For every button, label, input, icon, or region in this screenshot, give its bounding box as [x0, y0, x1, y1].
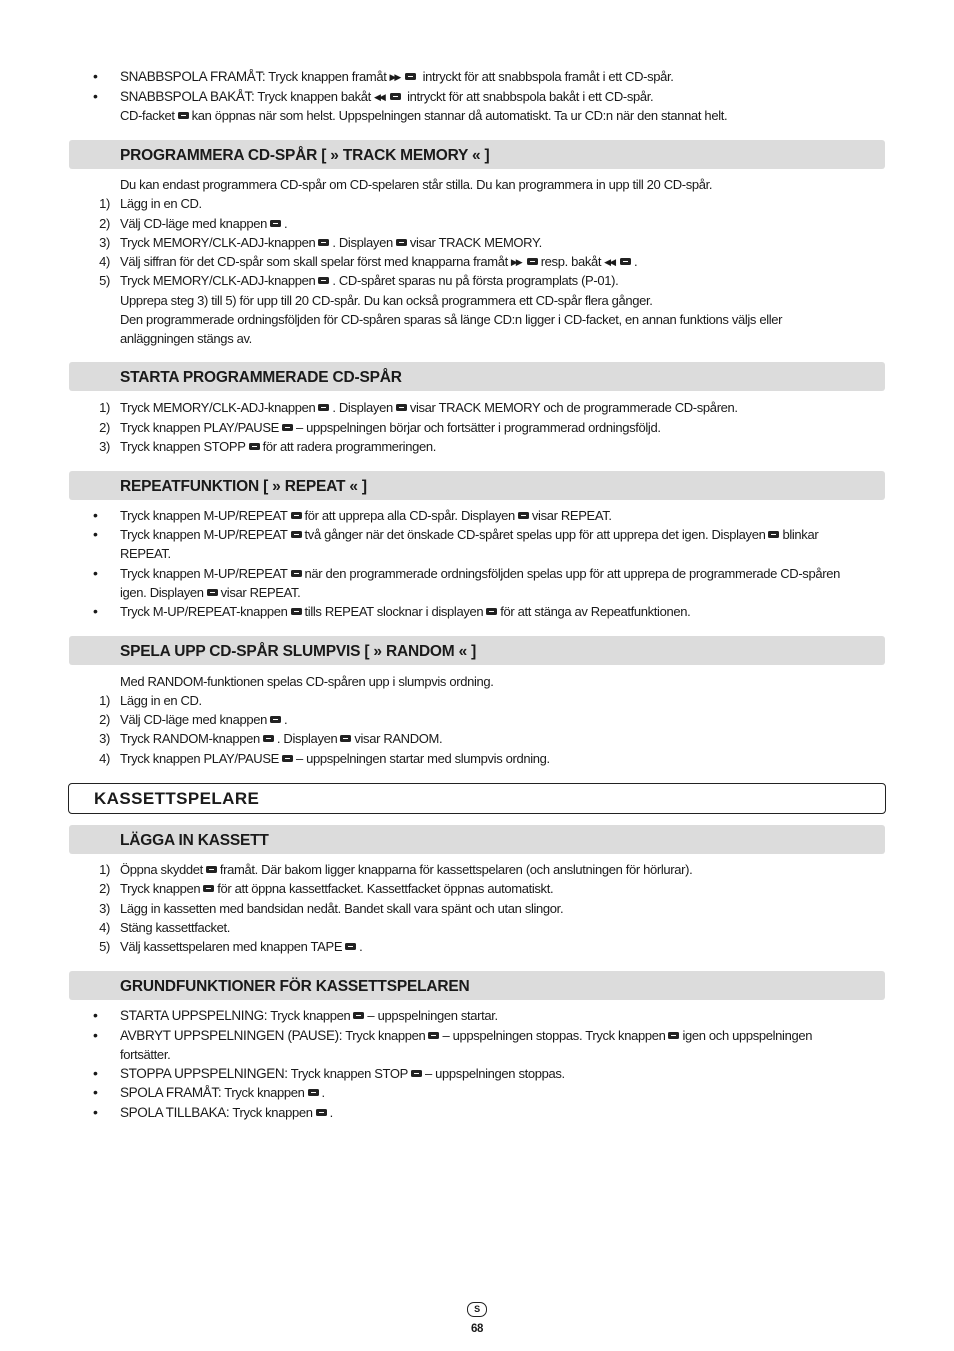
intro: Med RANDOM-funktionen spelas CD-spåren upp i slumpvis ordning.: [120, 674, 494, 689]
text: Tryck knappen M-UP/REPEAT: [120, 527, 288, 542]
button-ref-icon: [291, 531, 302, 538]
text: Stäng kassettfacket.: [120, 920, 231, 935]
text: Tryck knappen STOP: [290, 1066, 409, 1081]
note-line: [120, 106, 727, 125]
language-badge: S: [467, 1302, 487, 1317]
function-line: [120, 1103, 333, 1122]
step-number: 1): [99, 400, 110, 415]
step-number: 5): [99, 939, 110, 954]
text: Tryck knappen: [270, 1008, 351, 1023]
chapter-heading: [68, 783, 886, 814]
button-ref-icon: [263, 735, 274, 742]
display-ref-icon: [396, 404, 407, 411]
bullet: •: [93, 507, 98, 523]
heading-text: PROGRAMMERA CD-SPÅR [ » TRACK MEMORY « ]: [120, 147, 490, 164]
repeat-line: [120, 525, 818, 544]
text: . Displayen: [332, 400, 393, 415]
button-ref-icon: [345, 943, 356, 950]
text: för att stänga av Repeatfunktionen.: [500, 604, 691, 619]
section-heading: [69, 636, 885, 665]
step: [120, 860, 692, 879]
step-number: 2): [99, 420, 110, 435]
button-ref-icon: [390, 93, 401, 100]
text: för att radera programmeringen.: [262, 439, 436, 454]
step-number: 5): [99, 273, 110, 288]
text: – uppspelningen stoppas. Tryck knappen: [442, 1028, 666, 1043]
text: Öppna skyddet: [120, 862, 203, 877]
text: Tryck knappen: [232, 1105, 313, 1120]
text: .: [329, 1105, 333, 1120]
button-ref-icon: [353, 1012, 364, 1019]
heading-text: GRUNDFUNKTIONER FÖR KASSETTSPELAREN: [120, 978, 470, 995]
text: två gånger när det önskade CD-spåret spelas upp för att upprepa det igen. Displayen: [304, 527, 766, 542]
step: [120, 214, 287, 233]
section-heading: [69, 140, 885, 169]
step: [120, 252, 637, 272]
text: kan öppnas när som helst. Uppspelningen stannar då automatiskt. Ta ur CD:n när den stannat helt.: [191, 108, 728, 123]
bullet: •: [93, 1104, 98, 1120]
repeat-line: REPEAT.: [120, 546, 171, 561]
text: blinkar: [782, 527, 819, 542]
button-ref-icon: [270, 220, 281, 227]
text: .: [321, 1085, 325, 1100]
step-number: 4): [99, 920, 110, 935]
heading-text: STARTA PROGRAMMERADE CD-SPÅR: [120, 369, 402, 386]
section-heading: [69, 971, 885, 1000]
text: – uppspelningen startar med slumpvis ordning.: [296, 751, 550, 766]
bullet: •: [93, 1007, 98, 1023]
button-ref-icon: [318, 404, 329, 411]
step: [120, 194, 202, 213]
button-ref-icon: [316, 1109, 327, 1116]
button-ref-icon: [291, 570, 302, 577]
text: Välj kassettspelaren med knappen TAPE: [120, 939, 343, 954]
button-ref-icon: [668, 1032, 679, 1039]
text: Välj CD-läge med knappen: [120, 216, 267, 231]
button-ref-icon: [291, 512, 302, 519]
step-number: 3): [99, 439, 110, 454]
text: visar REPEAT.: [531, 508, 612, 523]
extra-text: anläggningen stängs av.: [120, 331, 252, 346]
rewind-icon: ◀◀: [604, 257, 614, 268]
button-ref-icon: [203, 885, 214, 892]
step-number: 4): [99, 254, 110, 269]
function-line: fortsätter.: [120, 1047, 171, 1062]
chapter-title: KASSETTSPELARE: [94, 789, 260, 808]
step: [120, 918, 230, 937]
text: visar RANDOM.: [354, 731, 443, 746]
heading-text: SPELA UPP CD-SPÅR SLUMPVIS [ » RANDOM « ]: [120, 643, 477, 660]
bullet: •: [93, 603, 98, 619]
text: .: [283, 712, 288, 727]
bullet: •: [93, 68, 98, 84]
text: Tryck knappen framåt: [268, 69, 387, 84]
text: Välj siffran för det CD-spår som skall spelar först med knapparna framåt: [120, 254, 508, 269]
bullet: •: [93, 1027, 98, 1043]
keyword: SPOLA TILLBAKA:: [120, 1105, 230, 1120]
button-ref-icon: [270, 716, 281, 723]
display-ref-icon: [340, 735, 351, 742]
step: [120, 729, 442, 748]
button-ref-icon: [428, 1032, 439, 1039]
step: [120, 899, 563, 918]
bullet: •: [93, 565, 98, 581]
text: Tryck knappen M-UP/REPEAT: [120, 566, 288, 581]
function-line: [120, 1026, 812, 1045]
button-ref-icon: [206, 866, 217, 873]
step-number: 4): [99, 751, 110, 766]
text: Tryck MEMORY/CLK-ADJ-knappen: [120, 400, 316, 415]
display-ref-icon: [486, 608, 497, 615]
text: Tryck knappen M-UP/REPEAT: [120, 508, 288, 523]
text: – uppspelningen stoppas.: [425, 1066, 565, 1081]
button-ref-icon: [249, 443, 260, 450]
text: Tryck MEMORY/CLK-ADJ-knappen: [120, 273, 316, 288]
button-ref-icon: [178, 112, 189, 119]
step: [120, 437, 436, 456]
text: resp. bakåt: [540, 254, 602, 269]
bullet: •: [93, 526, 98, 542]
bullet: •: [93, 1084, 98, 1100]
repeat-line: [120, 506, 612, 525]
keyword: SNABBSPOLA FRAMÅT:: [120, 69, 266, 84]
repeat-line: [120, 583, 300, 602]
bullet: •: [93, 1065, 98, 1081]
step-number: 1): [99, 862, 110, 877]
button-ref-icon: [620, 258, 631, 265]
forward-icon: ▶▶: [389, 72, 400, 83]
text: Tryck knappen PLAY/PAUSE: [120, 420, 279, 435]
keyword: SNABBSPOLA BAKÅT:: [120, 89, 255, 104]
function-line: [120, 1006, 498, 1025]
text: Tryck MEMORY/CLK-ADJ-knappen: [120, 235, 316, 250]
ff-line: [120, 67, 674, 87]
text: intryckt för att snabbspola framåt i ett CD-spår.: [422, 69, 674, 84]
button-ref-icon: [411, 1070, 422, 1077]
button-ref-icon: [282, 424, 293, 431]
button-ref-icon: [318, 239, 329, 246]
repeat-line: [120, 602, 690, 621]
button-ref-icon: [405, 73, 416, 80]
text: igen. Displayen: [120, 585, 204, 600]
display-ref-icon: [768, 531, 779, 538]
step: [120, 710, 287, 729]
text: Lägg in kassetten med bandsidan nedåt. Bandet skall vara spänt och utan slingor.: [120, 901, 564, 916]
step-number: 1): [99, 196, 110, 211]
repeat-line: [120, 564, 840, 583]
section-heading: [69, 825, 885, 854]
text: intryckt för att snabbspola bakåt i ett CD-spår.: [407, 89, 654, 104]
text: tills REPEAT slocknar i displayen: [304, 604, 484, 619]
intro: Du kan endast programmera CD-spår om CD-spelaren står stilla. Du kan programmera in upp till 20 CD-spår.: [120, 177, 713, 192]
text: visar TRACK MEMORY och de programmerade CD-spåren.: [409, 400, 738, 415]
text: framåt. Där bakom ligger knapparna för kassettspelaren (och anslutningen för hörlurar).: [219, 862, 693, 877]
step: [120, 271, 618, 290]
bullet: •: [93, 88, 98, 104]
text: för att öppna kassettfacket. Kassettfacket öppnas automatiskt.: [217, 881, 554, 896]
section-heading: [69, 471, 885, 500]
text: .: [359, 939, 363, 954]
step-number: 3): [99, 901, 110, 916]
display-ref-icon: [518, 512, 529, 519]
step-number: 2): [99, 216, 110, 231]
step: [120, 398, 738, 417]
text: när den programmerade ordningsföljden spelas upp för att upprepa de programmerade CD-spåren: [304, 566, 840, 581]
step-number: 3): [99, 235, 110, 250]
text: Lägg in en CD.: [120, 693, 202, 708]
text: . Displayen: [332, 235, 393, 250]
keyword: SPOLA FRAMÅT:: [120, 1085, 222, 1100]
step: [120, 879, 553, 898]
heading-text: LÄGGA IN KASSETT: [120, 832, 269, 849]
text: .: [283, 216, 288, 231]
text: igen och uppspelningen: [682, 1028, 813, 1043]
text: Tryck knappen PLAY/PAUSE: [120, 751, 279, 766]
extra-text: Den programmerade ordningsföljden för CD-spåren sparas så länge CD:n ligger i CD-facket, en annan funktions väljs eller: [120, 312, 783, 327]
step-number: 3): [99, 731, 110, 746]
step: [120, 749, 550, 768]
keyword: STOPPA UPPSPELNINGEN:: [120, 1066, 288, 1081]
step: [120, 233, 542, 252]
section-heading: [69, 362, 885, 391]
function-line: [120, 1064, 565, 1083]
rewind-icon: ◀◀: [373, 92, 384, 103]
text: Tryck knappen: [120, 881, 201, 896]
text: Tryck knappen: [224, 1085, 305, 1100]
button-ref-icon: [308, 1089, 319, 1096]
text: Tryck knappen: [345, 1028, 426, 1043]
text: Tryck knappen bakåt: [257, 89, 371, 104]
button-ref-icon: [282, 755, 293, 762]
step: [120, 418, 661, 437]
text: Tryck knappen STOPP: [120, 439, 246, 454]
rew-line: [120, 87, 653, 107]
step-number: 2): [99, 712, 110, 727]
text: Tryck RANDOM-knappen: [120, 731, 260, 746]
page-number: 68: [470, 1323, 484, 1335]
text: Lägg in en CD.: [120, 196, 202, 211]
keyword: AVBRYT UPPSPELNINGEN (PAUSE):: [120, 1028, 343, 1043]
keyword: STARTA UPPSPELNING:: [120, 1008, 268, 1023]
display-ref-icon: [207, 589, 218, 596]
text: . Displayen: [276, 731, 338, 746]
step: [120, 937, 362, 956]
function-line: [120, 1083, 325, 1102]
text: visar TRACK MEMORY.: [409, 235, 542, 250]
button-ref-icon: [318, 277, 329, 284]
step-number: 2): [99, 881, 110, 896]
text: för att upprepa alla CD-spår. Displayen: [304, 508, 515, 523]
forward-icon: ▶▶: [510, 257, 521, 268]
button-ref-icon: [527, 258, 538, 265]
text: – uppspelningen börjar och fortsätter i programmerad ordningsföljd.: [296, 420, 661, 435]
display-ref-icon: [396, 239, 407, 246]
heading-text: REPEATFUNKTION [ » REPEAT « ]: [120, 478, 367, 495]
text: CD-facket: [120, 108, 175, 123]
text: visar REPEAT.: [220, 585, 301, 600]
text: – uppspelningen startar.: [367, 1008, 498, 1023]
extra-text: Upprepa steg 3) till 5) för upp till 20 CD-spår. Du kan också programmera ett CD-spår flera gånger.: [120, 293, 653, 308]
text: .: [634, 254, 638, 269]
step: [120, 691, 202, 710]
button-ref-icon: [291, 608, 302, 615]
text: Välj CD-läge med knappen: [120, 712, 267, 727]
text: . CD-spåret sparas nu på första programplats (P-01).: [332, 273, 619, 288]
text: Tryck M-UP/REPEAT-knappen: [120, 604, 288, 619]
step-number: 1): [99, 693, 110, 708]
